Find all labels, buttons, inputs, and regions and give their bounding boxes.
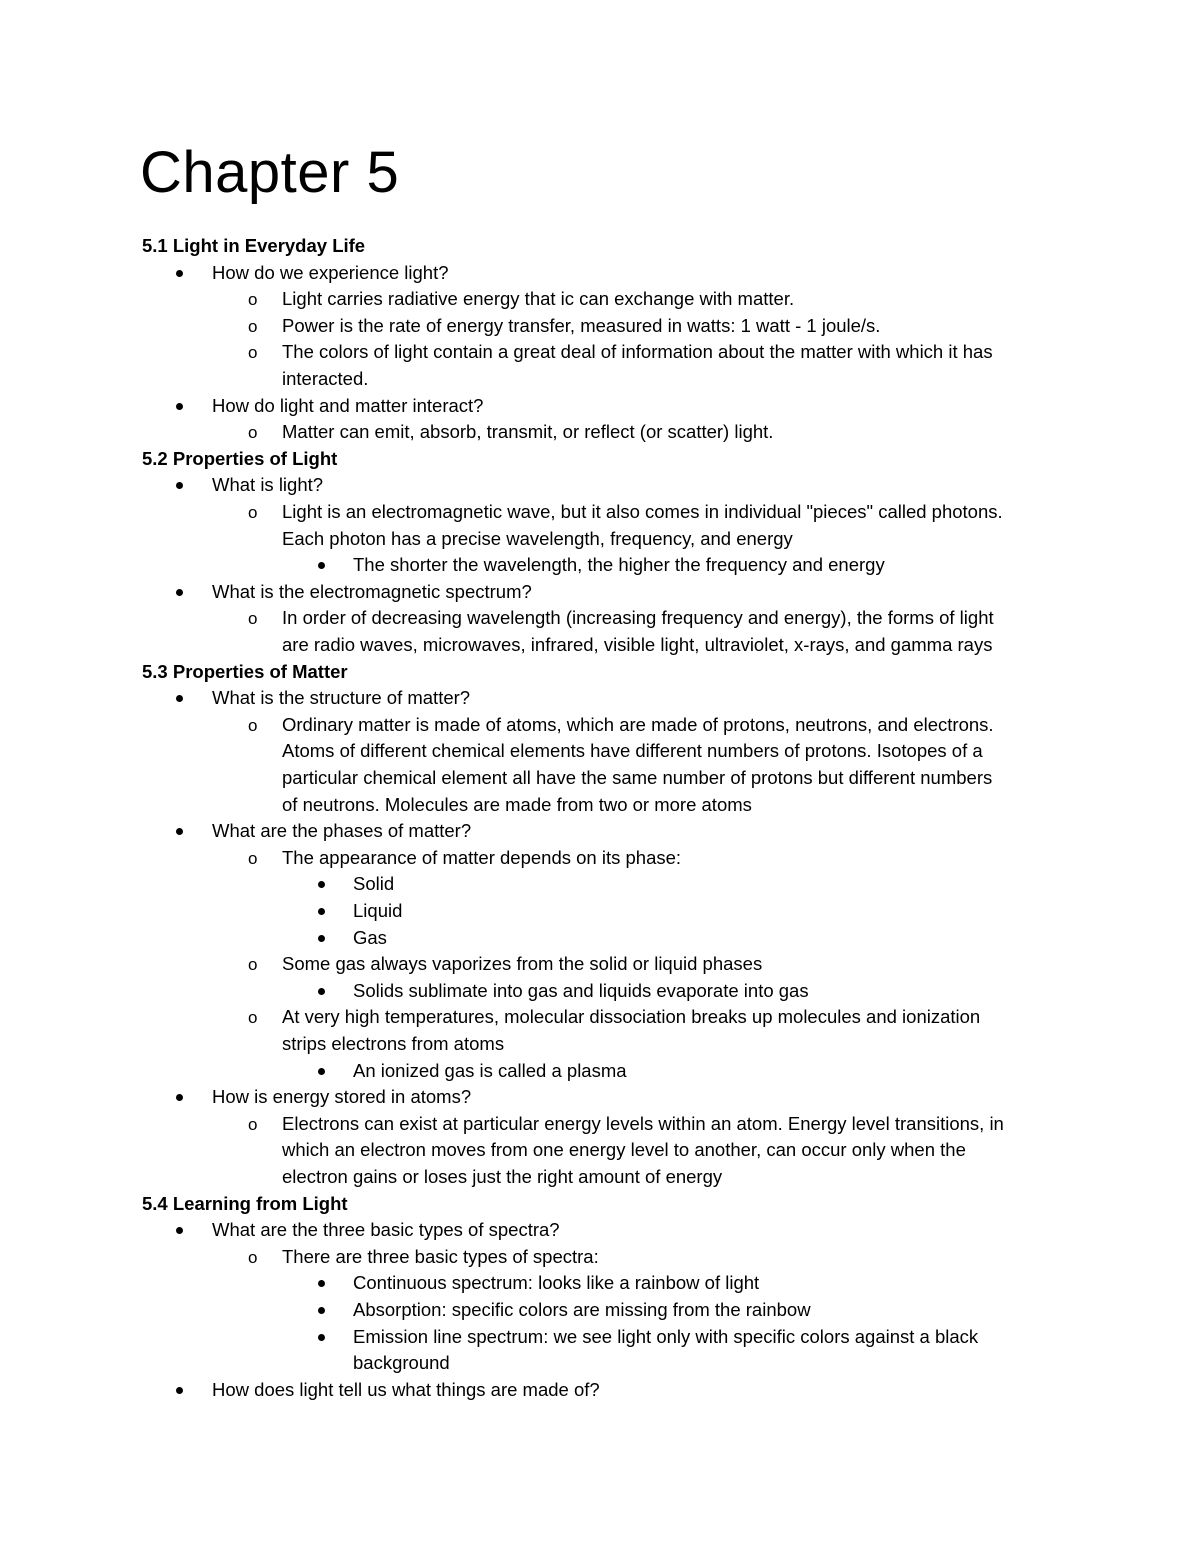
- list-item-text: background: [353, 1352, 450, 1374]
- bullet-dot-icon: [176, 828, 183, 835]
- bullet-dot-icon: [318, 1280, 325, 1287]
- section-heading: 5.2 Properties of Light: [142, 447, 338, 469]
- circle-bullet-icon: o: [248, 1008, 258, 1028]
- bullet-dot-icon: [318, 1068, 325, 1075]
- bullet-dot-icon: [176, 1094, 183, 1101]
- list-item-text: of neutrons. Molecules are made from two or more atoms: [282, 793, 752, 815]
- list-item-text: How does light tell us what things are made of?: [212, 1378, 600, 1400]
- list-item-text: Atoms of different chemical elements have different numbers of protons. Isotopes of a: [282, 740, 983, 762]
- list-item-text: Electrons can exist at particular energy levels within an atom. Energy level transitions, in: [282, 1112, 1004, 1134]
- list-item-text: Each photon has a precise wavelength, frequency, and energy: [282, 527, 793, 549]
- list-item-text: Gas: [353, 926, 387, 948]
- bullet-dot-icon: [318, 1307, 325, 1314]
- circle-bullet-icon: o: [248, 316, 258, 336]
- list-item-text: The colors of light contain a great deal of information about the matter with which it has: [282, 341, 993, 363]
- list-item-text: At very high temperatures, molecular dissociation breaks up molecules and ionization: [282, 1006, 981, 1028]
- list-item-text: What is the electromagnetic spectrum?: [212, 580, 532, 602]
- bullet-dot-icon: [318, 908, 325, 915]
- list-item-text: What is light?: [212, 474, 324, 496]
- bullet-dot-icon: [318, 1334, 325, 1341]
- circle-bullet-icon: o: [248, 1247, 258, 1267]
- circle-bullet-icon: o: [248, 1114, 258, 1134]
- circle-bullet-icon: o: [248, 955, 258, 975]
- list-item-text: An ionized gas is called a plasma: [353, 1059, 627, 1081]
- section-heading: 5.1 Light in Everyday Life: [142, 235, 366, 256]
- circle-bullet-icon: o: [248, 715, 258, 735]
- list-item-text: Absorption: specific colors are missing from the rainbow: [353, 1299, 811, 1320]
- list-item-text: How is energy stored in atoms?: [212, 1086, 472, 1108]
- bullet-dot-icon: [176, 482, 183, 489]
- circle-bullet-icon: o: [248, 290, 258, 310]
- list-item-text: are radio waves, microwaves, infrared, visible light, ultraviolet, x-rays, and gamma rays: [282, 634, 993, 655]
- circle-bullet-icon: o: [248, 609, 258, 629]
- bullet-dot-icon: [176, 695, 183, 702]
- bullet-dot-icon: [318, 988, 325, 995]
- section-heading: 5.4 Learning from Light: [142, 1192, 348, 1214]
- list-item-text: Matter can emit, absorb, transmit, or reflect (or scatter) light.: [282, 421, 774, 443]
- list-item-text: Continuous spectrum: looks like a rainbow of light: [353, 1272, 760, 1294]
- list-item-text: interacted.: [282, 368, 369, 389]
- list-item-text: What are the phases of matter?: [212, 820, 472, 842]
- circle-bullet-icon: o: [248, 848, 258, 868]
- list-item-text: The appearance of matter depends on its phase:: [282, 846, 682, 868]
- list-item-text: Liquid: [353, 900, 403, 921]
- bullet-dot-icon: [176, 270, 183, 277]
- bullet-dot-icon: [176, 1227, 183, 1234]
- list-item-text: Solid: [353, 873, 395, 895]
- circle-bullet-icon: o: [248, 423, 258, 443]
- list-item-text: Light carries radiative energy that ic can exchange with matter.: [282, 288, 795, 310]
- list-item-text: Light is an electromagnetic wave, but it also comes in individual "pieces" called photons.: [282, 501, 1003, 522]
- bullet-dot-icon: [318, 562, 325, 569]
- list-item-text: Ordinary matter is made of atoms, which are made of protons, neutrons, and electrons.: [282, 713, 994, 735]
- list-item-text: There are three basic types of spectra:: [282, 1245, 599, 1267]
- list-item-text: How do light and matter interact?: [212, 394, 484, 416]
- list-item-text: Power is the rate of energy transfer, measured in watts: 1 watt - 1 joule/s.: [282, 314, 881, 336]
- list-item-text: The shorter the wavelength, the higher the frequency and energy: [353, 554, 885, 576]
- section-heading: 5.3 Properties of Matter: [142, 660, 348, 682]
- list-item-text: electron gains or loses just the right amount of energy: [282, 1166, 723, 1187]
- list-item-text: Some gas always vaporizes from the solid or liquid phases: [282, 953, 763, 975]
- bullet-dot-icon: [318, 935, 325, 942]
- circle-bullet-icon: o: [248, 503, 258, 522]
- list-item-text: particular chemical element all have the same number of protons but different numbers: [282, 767, 993, 788]
- list-item-text: Emission line spectrum: we see light only with specific colors against a black: [353, 1325, 979, 1347]
- list-item-text: In order of decreasing wavelength (increasing frequency and energy), the forms of light: [282, 607, 994, 629]
- bullet-dot-icon: [318, 881, 325, 888]
- list-item-text: What is the structure of matter?: [212, 687, 471, 709]
- list-item-text: What are the three basic types of spectra?: [212, 1219, 560, 1241]
- list-item-text: How do we experience light?: [212, 261, 449, 283]
- circle-bullet-icon: o: [248, 343, 258, 363]
- page-title: Chapter 5: [140, 140, 400, 205]
- list-item-text: strips electrons from atoms: [282, 1033, 505, 1054]
- bullet-dot-icon: [176, 403, 183, 410]
- bullet-dot-icon: [176, 589, 183, 596]
- bullet-dot-icon: [176, 1387, 183, 1394]
- list-item-text: which an electron moves from one energy level to another, can occur only when the: [282, 1139, 966, 1161]
- list-item-text: Solids sublimate into gas and liquids evaporate into gas: [353, 979, 809, 1001]
